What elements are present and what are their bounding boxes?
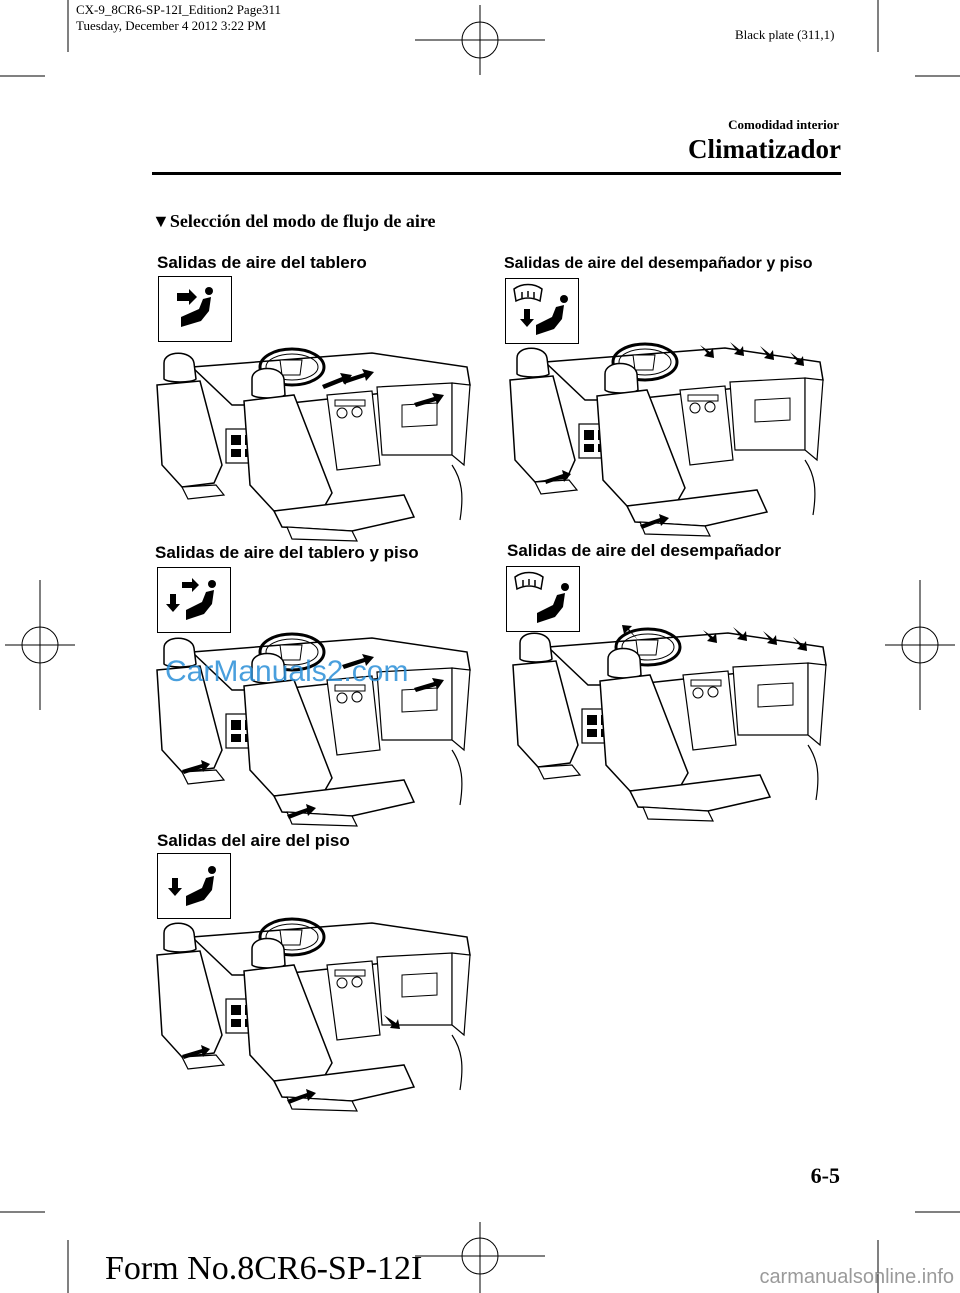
defrost-airflow-illustration <box>508 625 838 830</box>
print-timestamp: Tuesday, December 4 2012 3:22 PM <box>76 18 267 33</box>
floor-airflow-illustration <box>152 915 482 1120</box>
defrost-floor-airflow-illustration <box>505 340 835 545</box>
print-file-name: CX-9_8CR6-SP-12I_Edition2 Page311 <box>76 2 281 17</box>
panel-label-defrost-floor: Salidas de aire del desempañador y piso <box>504 255 813 272</box>
panel-label-defrost: Salidas de aire del desempañador <box>507 541 782 560</box>
print-plate: Black plate (311,1) <box>735 27 835 42</box>
face-vent-mode-icon <box>158 276 232 342</box>
floor-mode-icon <box>157 853 231 919</box>
print-job-info <box>76 2 281 34</box>
chapter-title: Climatizador <box>688 134 841 164</box>
defrost-mode-icon <box>506 566 580 632</box>
panel-label-bi-level: Salidas de aire del tablero y piso <box>155 543 419 562</box>
face-vent-airflow-illustration <box>152 345 482 550</box>
bi-level-mode-icon <box>157 567 231 633</box>
header-rule <box>152 172 841 175</box>
footer-url[interactable]: carmanualsonline.info <box>759 1266 954 1288</box>
watermark: CarManuals2.com <box>165 655 409 688</box>
triangle-bullet-icon: ▼ <box>152 211 170 231</box>
subsection-title: Selección del modo de flujo de aire <box>169 211 436 231</box>
section-label: Comodidad interior <box>728 117 839 132</box>
panel-label-face-vent: Salidas de aire del tablero <box>157 253 367 272</box>
subsection-heading <box>152 211 435 232</box>
form-number: Form No.8CR6-SP-12I <box>105 1250 423 1287</box>
panel-label-floor: Salidas del aire del piso <box>157 831 350 850</box>
page-number: 6-5 <box>810 1163 840 1188</box>
defrost-floor-mode-icon <box>505 278 579 344</box>
